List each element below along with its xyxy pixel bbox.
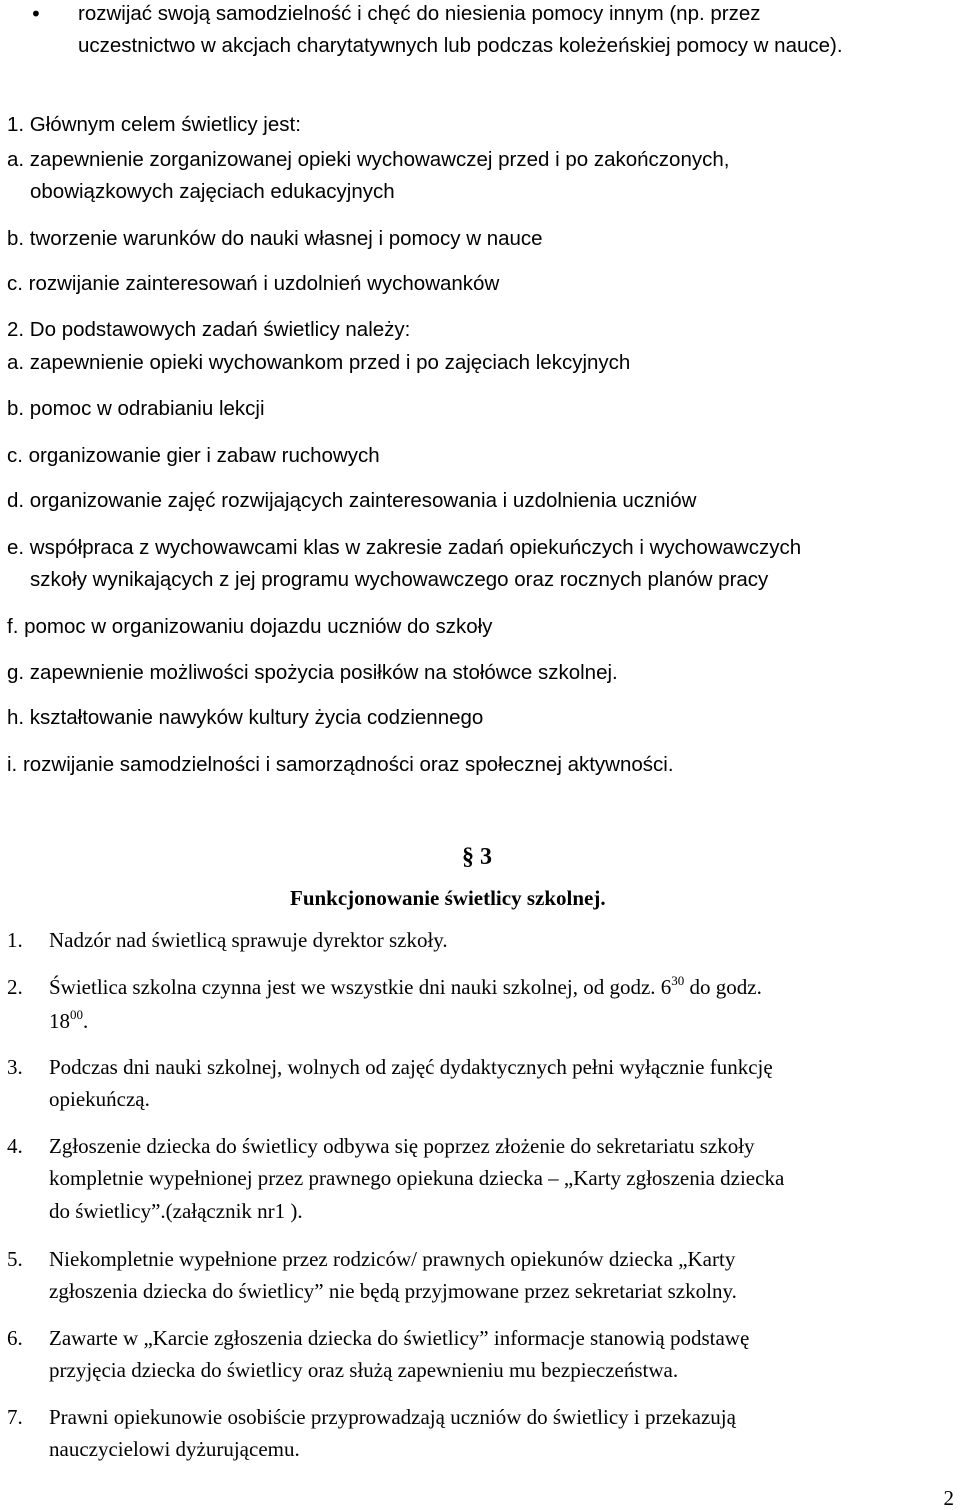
task-item: c. organizowanie gier i zabaw ruchowych: [7, 444, 380, 467]
rule-text: Prawni opiekunowie osobiście przyprowadzają uczniów do świetlicy i przekazują: [49, 1405, 736, 1429]
rule-number: 7.: [7, 1405, 23, 1429]
rule-text: $18^{00}$.: [49, 1007, 89, 1033]
rule-text: Świetlica szkolna czynna jest we wszystkie dni nauki szkolnej, od godz. $6^{30}$ do godz.: [49, 973, 762, 999]
intro-line: uczestnictwo w akcjach charytatywnych lub podczas koleżeńskiej pomocy w nauce).: [78, 34, 843, 57]
rule-text: opiekuńczą.: [49, 1087, 150, 1111]
task-item: g. zapewnienie możliwości spożycia posiłków na stołówce szkolnej.: [7, 661, 618, 684]
task-item: i. rozwijanie samodzielności i samorządności oraz społecznej aktywności.: [7, 753, 674, 776]
goal-item-continuation: obowiązkowych zajęciach edukacyjnych: [30, 180, 395, 203]
rule-text: kompletnie wypełnionej przez prawnego opiekuna dziecka – „Karty zgłoszenia dziecka: [49, 1166, 785, 1190]
rule-text: przyjęcia dziecka do świetlicy oraz służą zapewnieniu mu bezpieczeństwa.: [49, 1358, 679, 1382]
rule-number: 4.: [7, 1134, 23, 1158]
rule-text: Nadzór nad świetlicą sprawuje dyrektor szkoły.: [49, 928, 448, 952]
task-item: a. zapewnienie opieki wychowankom przed i po zajęciach lekcyjnych: [7, 351, 631, 374]
page-number: 2: [943, 1486, 954, 1510]
tasks-heading: 2. Do podstawowych zadań świetlicy należy:: [7, 318, 411, 341]
task-item: f. pomoc w organizowaniu dojazdu uczniów do szkoły: [7, 615, 493, 638]
task-item: b. pomoc w odrabianiu lekcji: [7, 397, 265, 420]
task-item-continuation: szkoły wynikających z jej programu wychowawczego oraz rocznych planów pracy: [30, 568, 769, 591]
section-sign: § 3: [462, 844, 492, 870]
task-item: e. współpraca z wychowawcami klas w zakresie zadań opiekuńczych i wychowawczych: [7, 536, 802, 559]
rule-text: nauczycielowi dyżurującemu.: [49, 1437, 300, 1461]
task-item: d. organizowanie zajęć rozwijających zainteresowania i uzdolnienia uczniów: [7, 489, 697, 512]
rule-text: do świetlicy”.(załącznik nr1 ).: [49, 1199, 303, 1223]
rule-text: Zawarte w „Karcie zgłoszenia dziecka do świetlicy” informacje stanowią podstawę: [49, 1326, 750, 1350]
bullet-icon: •: [30, 2, 42, 26]
intro-line: rozwijać swoją samodzielność i chęć do niesienia pomocy innym (np. przez: [78, 2, 761, 25]
rule-text: Podczas dni nauki szkolnej, wolnych od zajęć dydaktycznych pełni wyłącznie funkcję: [49, 1055, 773, 1079]
goal-heading: 1. Głównym celem świetlicy jest:: [7, 113, 301, 136]
rule-text: Zgłoszenie dziecka do świetlicy odbywa się poprzez złożenie do sekretariatu szkoły: [49, 1134, 755, 1158]
goal-item: a. zapewnienie zorganizowanej opieki wychowawczej przed i po zakończonych,: [7, 148, 730, 171]
rule-number: 2.: [7, 975, 23, 999]
task-item: h. kształtowanie nawyków kultury życia codziennego: [7, 706, 484, 729]
rule-text: Niekompletnie wypełnione przez rodziców/ prawnych opiekunów dziecka „Karty: [49, 1247, 736, 1271]
rule-text: zgłoszenia dziecka do świetlicy” nie będą przyjmowane przez sekretariat szkolny.: [49, 1279, 737, 1303]
rule-number: 5.: [7, 1247, 23, 1271]
rule-number: 1.: [7, 928, 23, 952]
rule-number: 3.: [7, 1055, 23, 1079]
section-title: Funkcjonowanie świetlicy szkolnej.: [290, 886, 606, 910]
goal-item: c. rozwijanie zainteresowań i uzdolnień wychowanków: [7, 272, 500, 295]
rule-number: 6.: [7, 1326, 23, 1350]
goal-item: b. tworzenie warunków do nauki własnej i pomocy w nauce: [7, 227, 543, 250]
